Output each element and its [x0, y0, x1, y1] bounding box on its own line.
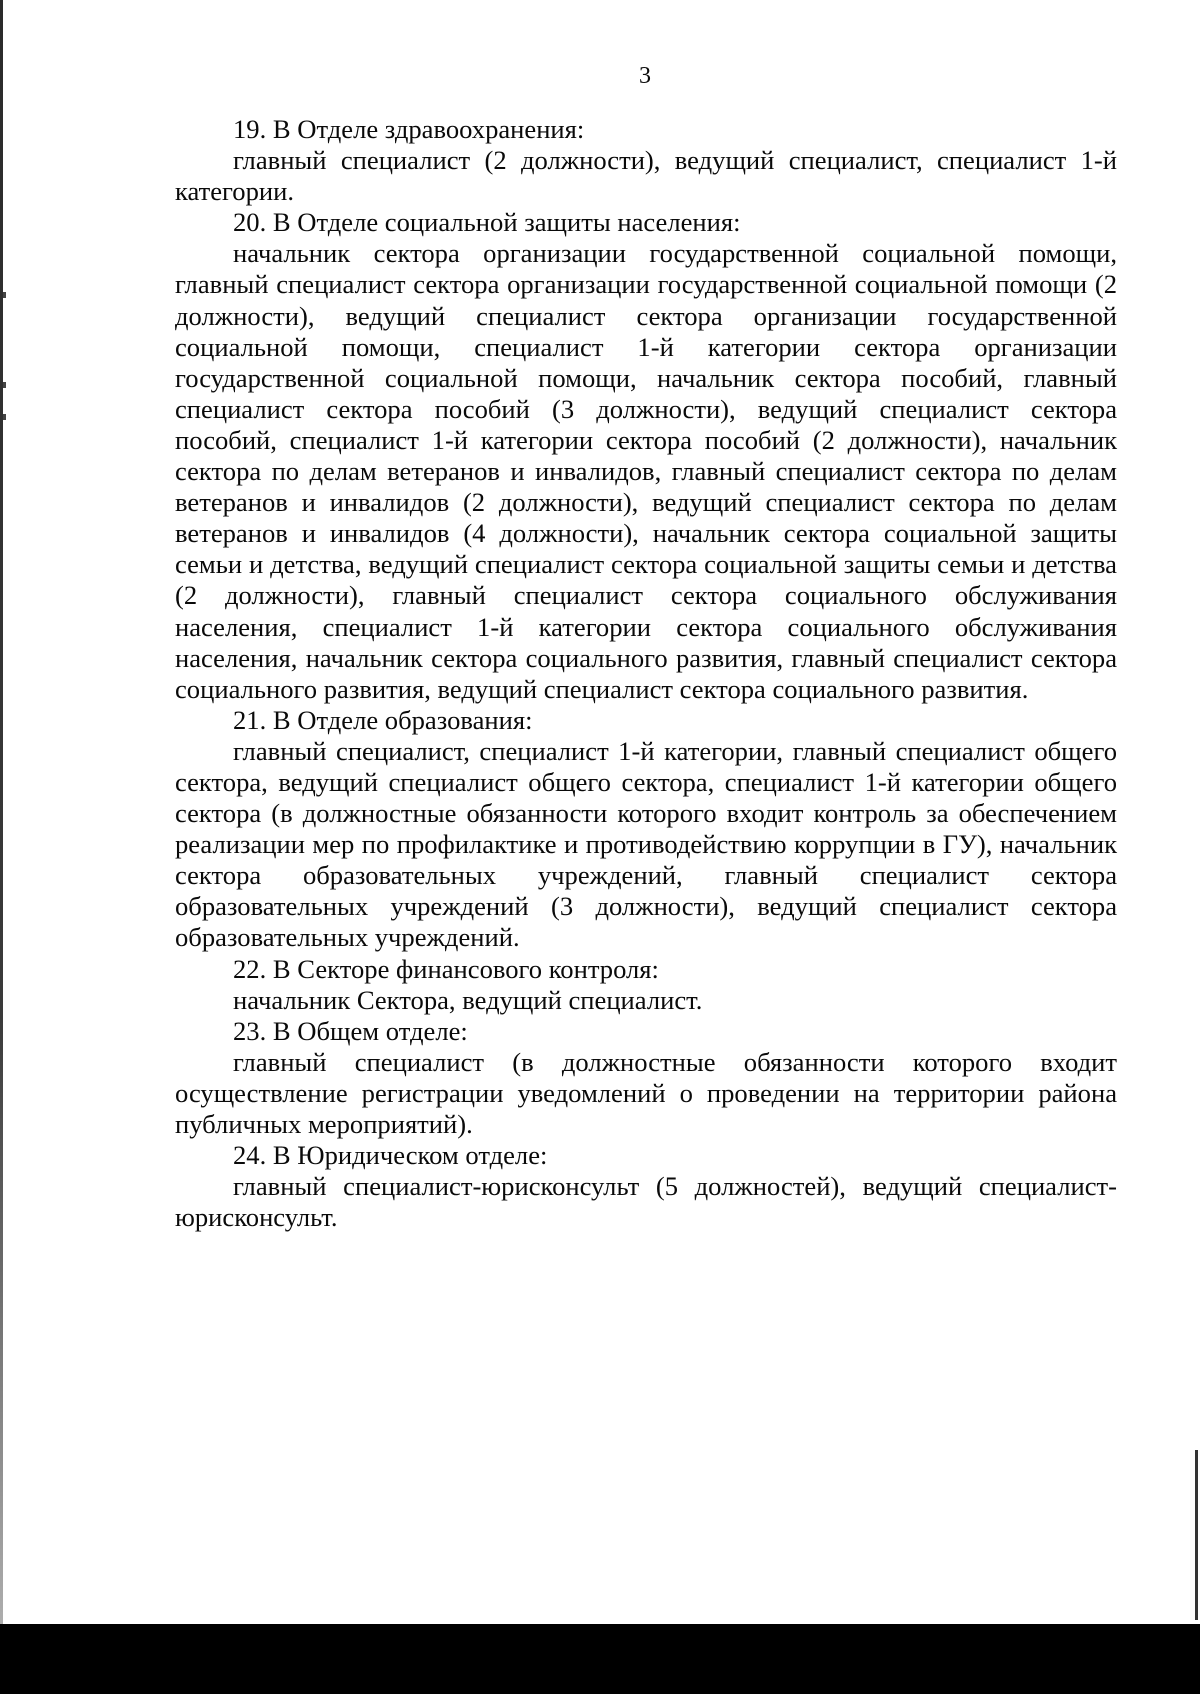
- section-heading-22: 22. В Секторе финансового контроля:: [233, 953, 659, 984]
- scan-mark: [3, 414, 6, 420]
- section-body-22: начальник Сектора, ведущий специалист.: [233, 984, 703, 1015]
- section-body-20: начальник сектора организации государственной социальной помощи, главный специалист сектора организации государственной социальной помощи (2 должности), ведущий специалист сектора организации государственной социальной помощи, специалист 1-й категории сектора организации государственной социальной помощи, начальник сектора пособий, главный специалист сектора пособий (3 должности), ведущий специалист сектора пособий, специалист 1-й категории сектора пособий (2 должности), начальник сектора по делам ветеранов и инвалидов, главный специалист сектора по делам ветеранов и инвалидов (2 должности), ведущий специалист сектора по делам ветеранов и инвалидов (4 должности), начальник сектора социальной защиты семьи и детства, ведущий специалист сектора социальной защиты семьи и детства (2 должности), главный специалист сектора социального обслуживания населения, специалист 1-й категории сектора социального обслуживания населения, начальник сектора социального развития, главный специалист сектора социального развития, ведущий специалист сектора социального развития.: [175, 238, 1117, 704]
- scan-edge-left: [0, 0, 3, 1694]
- section-body-21: главный специалист, специалист 1-й категории, главный специалист общего сектора, ведущий специалист общего сектора, специалист 1-й категории общего сектора (в должностные обязанности которого входит контроль за обеспечением реализации мер по профилактике и противодействию коррупции в ГУ), начальник сектора образовательных учреждений, главный специалист сектора образовательных учреждений (3 должности), ведущий специалист сектора образовательных учреждений.: [175, 735, 1117, 953]
- scan-mark: [3, 382, 6, 388]
- scan-bottom-bar: [0, 1624, 1200, 1694]
- section-heading-21: 21. В Отделе образования:: [233, 704, 533, 735]
- section-heading-24: 24. В Юридическом отделе:: [233, 1140, 548, 1171]
- section-body-23: главный специалист (в должностные обязанности которого входит осуществление регистрации уведомлений о проведении на территории района публичных мероприятий).: [175, 1046, 1117, 1139]
- section-heading-19: 19. В Отделе здравоохранения:: [233, 114, 585, 144]
- section-body-19: главный специалист (2 должности), ведущий специалист, специалист 1-й категории.: [175, 145, 1117, 207]
- scan-edge-right: [1195, 1450, 1198, 1620]
- page-number: 3: [639, 63, 651, 89]
- scan-mark: [3, 292, 6, 298]
- section-heading-23: 23. В Общем отделе:: [233, 1015, 468, 1046]
- section-heading-20: 20. В Отделе социальной защиты населения:: [233, 207, 741, 238]
- section-body-24: главный специалист-юрисконсульт (5 должностей), ведущий специалист-юрисконсульт.: [175, 1171, 1117, 1233]
- document-body: [175, 114, 1117, 1233]
